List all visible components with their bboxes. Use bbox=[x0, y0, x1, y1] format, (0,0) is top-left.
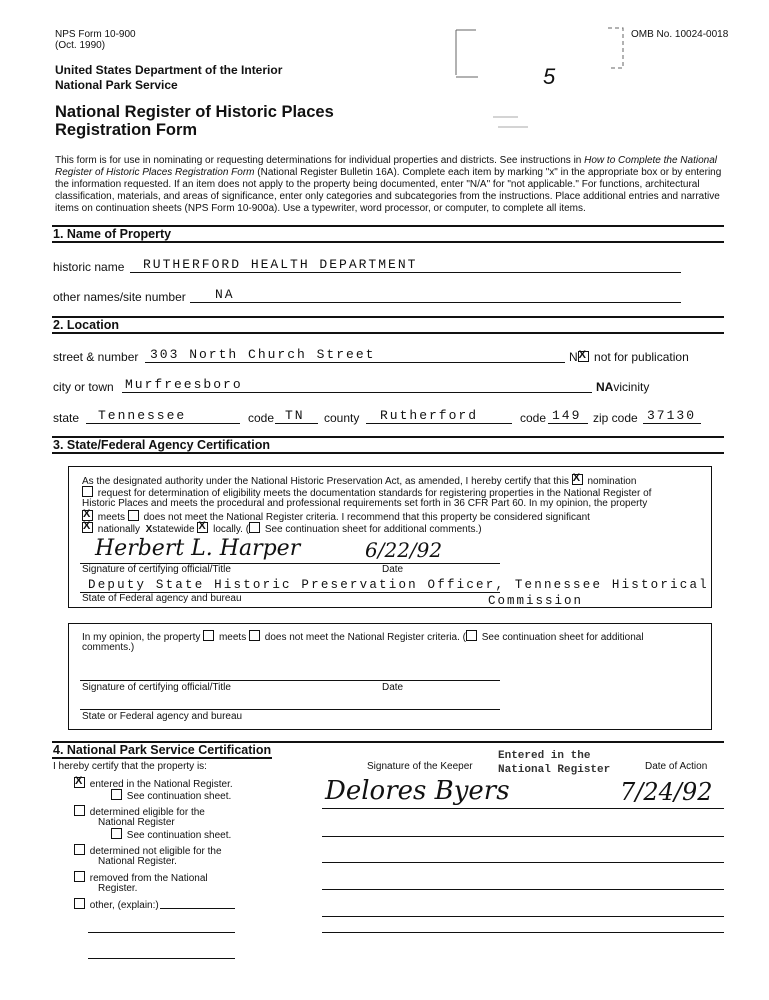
other-names-label: other names/site number bbox=[53, 290, 186, 304]
certify-label: I hereby certify that the property is: bbox=[53, 761, 207, 772]
street-label: street & number bbox=[53, 350, 139, 364]
agency-value-2[interactable]: Commission bbox=[488, 594, 584, 608]
opinion-line-1: In my opinion, the property meets does not meet the National Register criteria. ( See continuation sheet for additional bbox=[82, 632, 644, 643]
eligible-option[interactable]: determined eligible for the bbox=[74, 805, 205, 819]
removed-option[interactable]: removed from the National bbox=[74, 871, 208, 885]
agency-value-1[interactable]: Deputy State Historic Preservation Officer, Tennessee Historical bbox=[88, 578, 709, 592]
keeper-signature: Delores Byers bbox=[325, 776, 510, 806]
keeper-label: Signature of the Keeper bbox=[367, 761, 473, 772]
stamp-number: 5 bbox=[543, 64, 556, 89]
form-number: NPS Form 10-900 bbox=[55, 29, 136, 40]
code-label: code bbox=[248, 411, 275, 425]
agency-label-2: State or Federal agency and bureau bbox=[82, 711, 243, 722]
historic-name-label: historic name bbox=[53, 260, 125, 274]
state-code-value[interactable]: TN bbox=[285, 408, 305, 423]
form-title: National Register of Historic Places bbox=[55, 103, 334, 121]
not-for-publication[interactable]: NX not for publication bbox=[569, 350, 689, 364]
county-value[interactable]: Rutherford bbox=[380, 408, 479, 423]
eligible-option-2: National Register bbox=[98, 817, 175, 828]
county-code-value[interactable]: 149 bbox=[552, 408, 582, 423]
historic-name-value[interactable]: RUTHERFORD HEALTH DEPARTMENT bbox=[143, 257, 418, 272]
cert-line-1: As the designated authority under the National Historic Preservation Act, as amended, I hereby certify that this X nomination bbox=[82, 474, 636, 488]
see-cont-1[interactable]: See continuation sheet. bbox=[111, 789, 231, 803]
other-names-value[interactable]: NA bbox=[215, 287, 235, 302]
action-date: 7/24/92 bbox=[620, 778, 713, 806]
not-eligible-option-2: National Register. bbox=[98, 856, 177, 867]
sig-label: Signature of certifying official/Title bbox=[82, 564, 231, 575]
omb-number: OMB No. 10024-0018 bbox=[631, 29, 729, 40]
certifying-signature: Herbert L. Harper bbox=[95, 536, 301, 561]
agency-label: State of Federal agency and bureau bbox=[82, 593, 242, 604]
see-cont-2[interactable]: See continuation sheet. bbox=[111, 828, 231, 842]
date-label: Date bbox=[382, 564, 404, 575]
sig-label-2: Signature of certifying official/Title bbox=[82, 682, 231, 693]
significance-level[interactable]: X nationally Xstatewide X locally. ( See continuation sheet for additional comments.) bbox=[82, 522, 482, 536]
zip-label: zip code bbox=[593, 411, 638, 425]
section-3-heading: 3. State/Federal Agency Certification bbox=[53, 438, 270, 452]
city-value[interactable]: Murfreesboro bbox=[125, 377, 243, 392]
zip-value[interactable]: 37130 bbox=[647, 408, 697, 423]
state-label: state bbox=[53, 411, 80, 425]
other-option[interactable]: other, (explain:) bbox=[74, 898, 159, 912]
section-2-heading: 2. Location bbox=[53, 318, 119, 332]
entered-option[interactable]: X entered in the National Register. bbox=[74, 777, 233, 791]
section-1-heading: 1. Name of Property bbox=[53, 227, 172, 241]
entered-stamp-2: National Register bbox=[498, 764, 611, 776]
city-label: city or town bbox=[53, 380, 114, 394]
action-date-label: Date of Action bbox=[645, 761, 708, 772]
opinion-line-2: comments.) bbox=[82, 642, 135, 653]
department: United States Department of the Interior bbox=[55, 63, 283, 77]
cert-line-4: X meets does not meet the National Register criteria. I recommend that this property be considered significant bbox=[82, 510, 590, 524]
state-value[interactable]: Tennessee bbox=[98, 408, 187, 423]
date-label-2: Date bbox=[382, 682, 404, 693]
form-date: (Oct. 1990) bbox=[55, 40, 106, 51]
not-eligible-option[interactable]: determined not eligible for the bbox=[74, 844, 222, 858]
removed-option-2: Register. bbox=[98, 883, 138, 894]
cert-line-2: request for determination of eligibility meets the documentation standards for registering properties in the National Register of bbox=[82, 486, 651, 500]
section-4-heading: 4. National Park Service Certification bbox=[53, 743, 272, 757]
form-subtitle: Registration Form bbox=[55, 121, 198, 139]
cert-line-3: Historic Places and meets the procedural and professional requirements set forth in 36 CFR Part 60. In my opinion, the property bbox=[82, 498, 648, 509]
county-label: county bbox=[324, 411, 360, 425]
intro-paragraph: This form is for use in nominating or requesting determinations for individual properties and districts. See instructions in How to Complete the National Register of Historic Places Registration Form (National Register Bulletin 16A). Complete each item by marking "x" in the appropriate box or by entering the information requested. If an item does not apply to the property being documented, enter "N/A" for "not applicable." For functions, architectural classification, materials, and areas of significance, enter only categories and subcategories from the instructions. Place additional entries and narrative items on continuation sheets (NPS Form 10-900a). Use a typewriter, word processor, or computer, to complete all items. bbox=[55, 155, 722, 214]
county-code-label: code bbox=[520, 411, 547, 425]
street-value[interactable]: 303 North Church Street bbox=[150, 347, 376, 362]
vicinity[interactable]: NAvicinity bbox=[596, 380, 650, 394]
service: National Park Service bbox=[55, 78, 178, 92]
entered-stamp-1: Entered in the bbox=[498, 750, 591, 762]
certifying-date: 6/22/92 bbox=[365, 538, 443, 562]
